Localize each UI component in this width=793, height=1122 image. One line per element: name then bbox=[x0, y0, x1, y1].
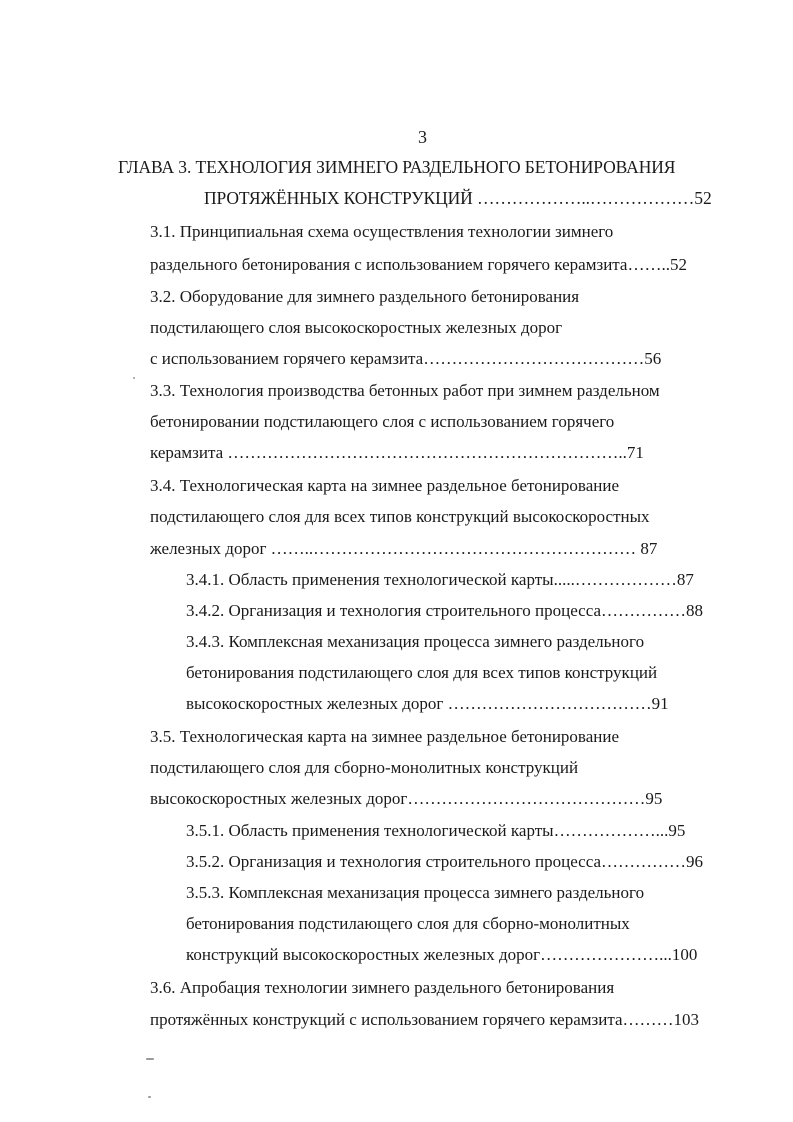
scan-speck bbox=[133, 377, 135, 379]
toc-subentry-line: 3.5.3. Комплексная механизация процесса зимнего раздельного bbox=[186, 883, 645, 902]
toc-subentry-line: 3.4.2. Организация и технология строительного процесса……………88 bbox=[186, 601, 704, 620]
toc-entry-line: протяжённых конструкций с использованием горячего керамзита………103 bbox=[150, 1010, 700, 1029]
toc-entry-line: раздельного бетонирования с использованием горячего керамзита……..52 bbox=[150, 255, 687, 274]
chapter-heading-line: ПРОТЯЖЁННЫХ КОНСТРУКЦИЙ ………………..………………52 bbox=[204, 188, 712, 208]
toc-subentry-line: бетонирования подстилающего слоя для всех типов конструкций bbox=[186, 663, 658, 682]
toc-subentry-line: 3.5.1. Область применения технологической карты………………...95 bbox=[186, 821, 686, 840]
toc-entry-line: керамзита ……………………………………………………………..71 bbox=[150, 443, 644, 462]
toc-entry-line: железных дорог ……..………………………………………………… 87 bbox=[150, 539, 658, 558]
toc-entry-line: 3.3. Технология производства бетонных работ при зимнем раздельном bbox=[150, 381, 660, 400]
toc-subentry-line: 3.5.2. Организация и технология строительного процесса……………96 bbox=[186, 852, 704, 871]
scan-speck bbox=[146, 1058, 154, 1060]
toc-subentry-line: бетонирования подстилающего слоя для сборно-монолитных bbox=[186, 914, 630, 933]
toc-entry-line: 3.4. Технологическая карта на зимнее раздельное бетонирование bbox=[150, 476, 620, 495]
toc-entry-line: 3.1. Принципиальная схема осуществления технологии зимнего bbox=[150, 222, 614, 241]
toc-entry-line: бетонировании подстилающего слоя с использованием горячего bbox=[150, 412, 615, 431]
toc-subentry-line: 3.4.1. Область применения технологической карты.....………………87 bbox=[186, 570, 694, 589]
toc-entry-line: 3.5. Технологическая карта на зимнее раздельное бетонирование bbox=[150, 727, 620, 746]
toc-entry-line: подстилающего слоя высокоскоростных железных дорог bbox=[150, 318, 563, 337]
toc-entry-line: подстилающего слоя для всех типов конструкций высокоскоростных bbox=[150, 507, 650, 526]
toc-subentry-line: конструкций высокоскоростных железных дорог…………………...100 bbox=[186, 945, 698, 964]
toc-entry-line: высокоскоростных железных дорог……………………………………95 bbox=[150, 789, 663, 808]
toc-entry-line: 3.6. Апробация технологии зимнего раздельного бетонирования bbox=[150, 978, 615, 997]
scan-speck bbox=[148, 1096, 151, 1098]
toc-entry-line: 3.2. Оборудование для зимнего раздельного бетонирования bbox=[150, 287, 580, 306]
page-number: 3 bbox=[418, 127, 427, 147]
chapter-heading-line: ГЛАВА 3. ТЕХНОЛОГИЯ ЗИМНЕГО РАЗДЕЛЬНОГО БЕТОНИРОВАНИЯ bbox=[118, 157, 676, 177]
toc-entry-line: подстилающего слоя для сборно-монолитных конструкций bbox=[150, 758, 579, 777]
toc-subentry-line: 3.4.3. Комплексная механизация процесса зимнего раздельного bbox=[186, 632, 645, 651]
toc-entry-line: с использованием горячего керамзита…………………………………56 bbox=[150, 349, 662, 368]
toc-subentry-line: высокоскоростных железных дорог ………………………………91 bbox=[186, 694, 669, 713]
